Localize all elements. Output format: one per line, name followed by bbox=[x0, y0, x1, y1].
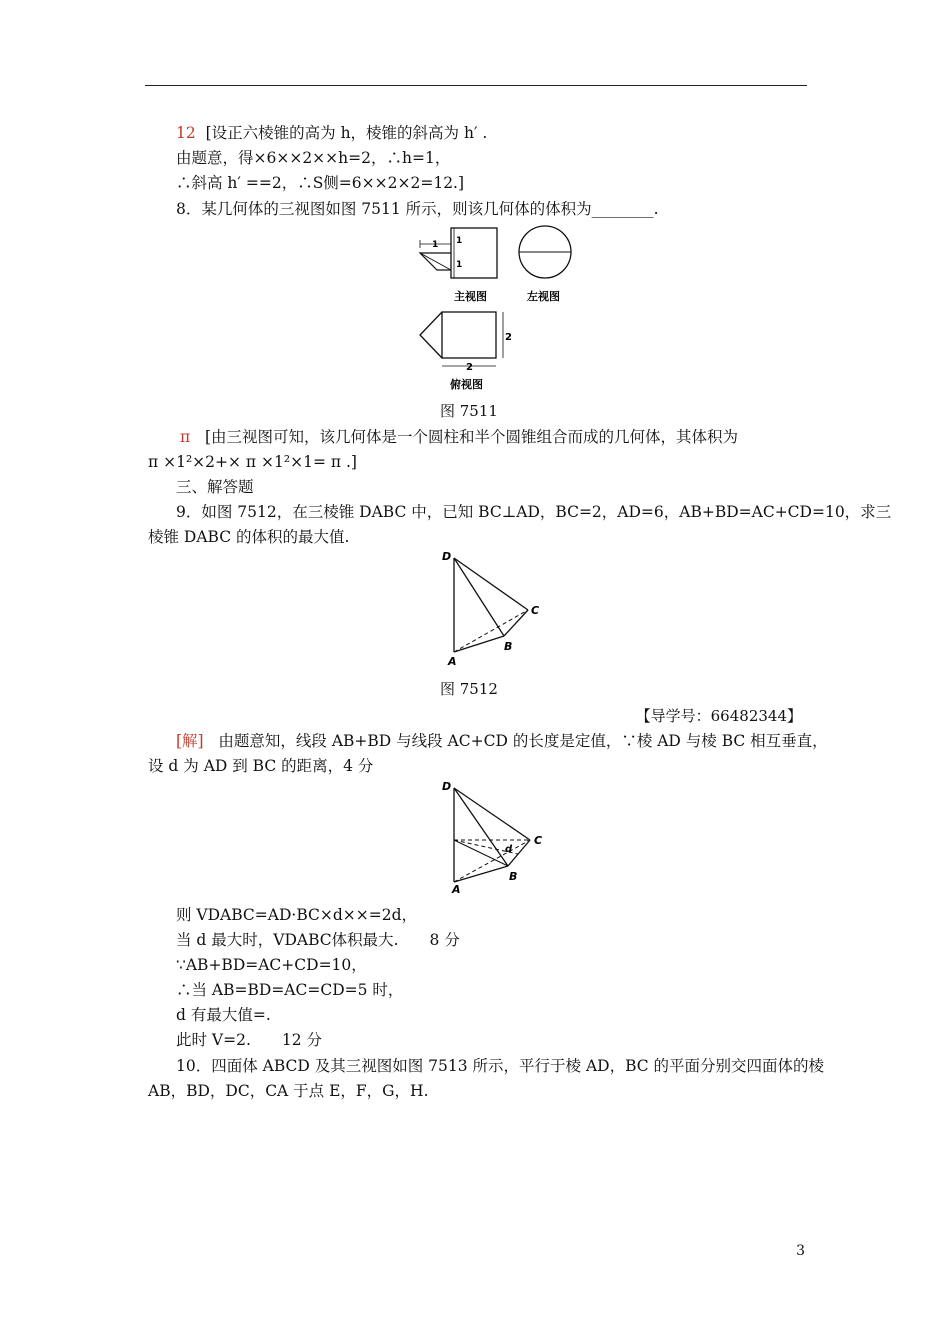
figure-7512 bbox=[438, 548, 548, 670]
solfig-point-C: C bbox=[534, 834, 543, 847]
figure-7511 bbox=[412, 222, 582, 392]
guide-number: 【导学号：66482344】 bbox=[635, 707, 802, 725]
fig7512-point-B: B bbox=[504, 640, 513, 653]
q9-solution-line1 bbox=[176, 730, 828, 752]
top-view-label: 俯视图 bbox=[450, 378, 483, 391]
question10-line1: 10．四面体 ABCD 及其三视图如图 7513 所示，平行于棱 AD，BC 的平面分别交四面体的棱 bbox=[176, 1057, 825, 1075]
front-dim-3: 1 bbox=[456, 260, 463, 270]
answer7-line1 bbox=[176, 122, 487, 144]
q9-solution-line2: 设 d 为 AD 到 BC 的距离，4 分 bbox=[148, 757, 374, 775]
left-view-label: 左视图 bbox=[527, 290, 560, 303]
figure-7511-caption: 图 7511 bbox=[440, 402, 498, 420]
question8-text: 8．某几何体的三视图如图 7511 所示，则该几何体的体积为________. bbox=[176, 200, 659, 218]
solfig-point-D: D bbox=[442, 780, 452, 793]
q9-step-1: 则 VDABC=AD·BC×d××=2d， bbox=[176, 906, 418, 924]
q8-answer-line2: π ×1²×2+× π ×1²×1= π .] bbox=[148, 453, 357, 471]
fig7512-point-A: A bbox=[448, 655, 457, 668]
front-view-label: 主视图 bbox=[454, 290, 487, 303]
top-dim-w: 2 bbox=[466, 362, 473, 373]
fig7512-point-D: D bbox=[442, 550, 452, 563]
q9-step-4: ∴当 AB=BD=AC=CD=5 时， bbox=[176, 981, 404, 999]
header-rule bbox=[145, 85, 807, 86]
left-view bbox=[519, 226, 571, 278]
top-view bbox=[420, 312, 512, 373]
q9-step-6: 此时 V=2. 12 分 bbox=[176, 1031, 323, 1049]
section-heading: 三、解答题 bbox=[176, 478, 254, 496]
front-dim-1: 1 bbox=[432, 240, 439, 250]
q8-answer-text: [由三视图可知，该几何体是一个圆柱和半个圆锥组合而成的几何体，其体积为 bbox=[204, 428, 739, 446]
solfig-point-B: B bbox=[509, 870, 518, 883]
question9-line1: 9．如图 7512，在三棱锥 DABC 中，已知 BC⊥AD，BC=2，AD=6，AB+BD=AC+CD=10，求三 bbox=[176, 503, 892, 521]
top-dim-h: 2 bbox=[505, 332, 512, 343]
q8-answer-line1 bbox=[180, 426, 738, 448]
answer7-text: [设正六棱锥的高为 h，棱锥的斜高为 h′ . bbox=[205, 124, 488, 142]
solution-text: 由题意知，线段 AB+BD 与线段 AC+CD 的长度是定值，∵棱 AD 与棱 BC 相互垂直， bbox=[218, 732, 828, 750]
front-dim-2: 1 bbox=[456, 236, 463, 246]
q8-answer-symbol: π bbox=[180, 428, 191, 446]
page-number: 3 bbox=[796, 1243, 805, 1259]
fig7512-point-C: C bbox=[531, 604, 540, 617]
front-view bbox=[420, 228, 497, 278]
solfig-distance-d: d bbox=[505, 844, 513, 855]
question9-line2: 棱锥 DABC 的体积的最大值. bbox=[148, 528, 350, 546]
answer7-line3: ∴斜高 h′ ==2，∴S侧=6××2×2=12.] bbox=[176, 174, 465, 192]
question10-line2: AB，BD，DC，CA 于点 E，F，G，H. bbox=[148, 1082, 429, 1100]
solfig-point-A: A bbox=[452, 883, 461, 896]
q9-step-3: ∵AB+BD=AC+CD=10， bbox=[176, 956, 367, 974]
q9-step-5: d 有最大值=. bbox=[176, 1006, 271, 1024]
solution-figure bbox=[438, 778, 548, 896]
solution-tag: [解] bbox=[176, 732, 204, 750]
q9-step-2: 当 d 最大时，VDABC体积最大. 8 分 bbox=[176, 931, 460, 949]
figure-7512-caption: 图 7512 bbox=[440, 680, 498, 698]
answer7-line2: 由题意，得×6××2××h=2，∴h=1， bbox=[176, 149, 451, 167]
answer7-number: 12 bbox=[176, 124, 196, 142]
